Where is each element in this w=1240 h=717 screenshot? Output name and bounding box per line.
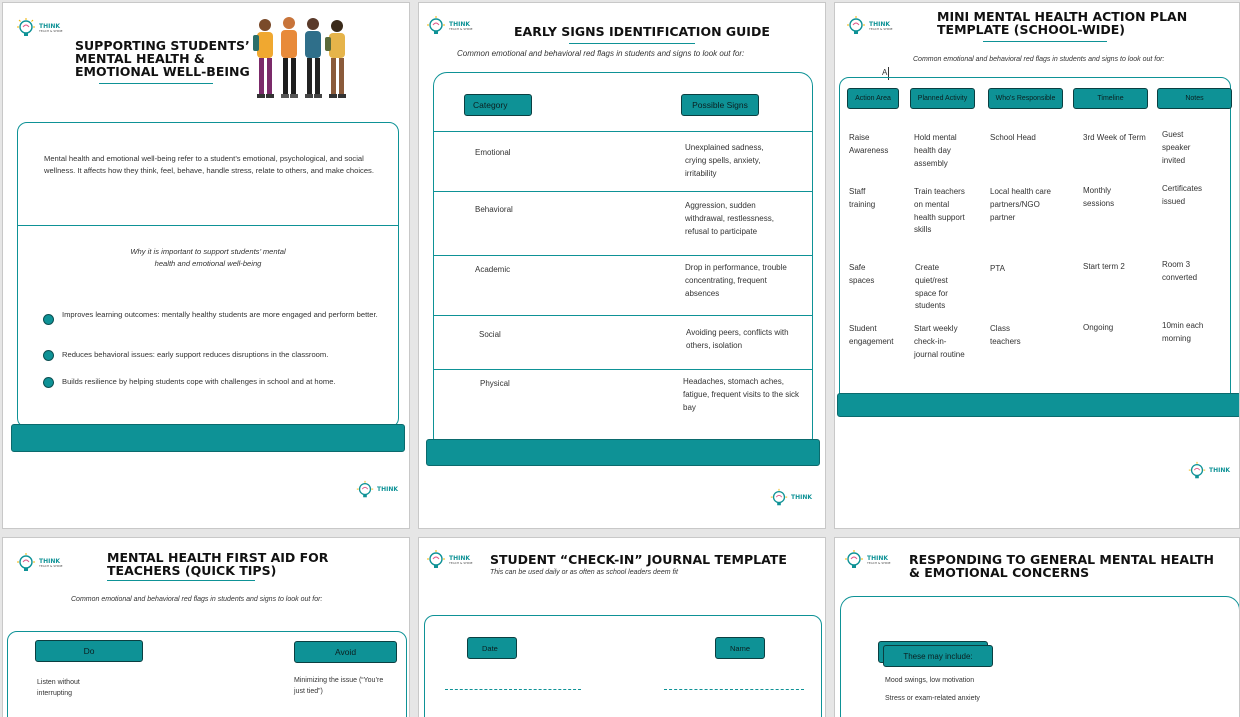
plan-cell: Certificates issued (1162, 184, 1203, 206)
bullet-text: Reduces behavioral issues: early support reduces disruptions in the classroom. (62, 350, 329, 359)
think-logo-footer (769, 488, 812, 508)
think-logo (425, 549, 473, 571)
page-subtitle: Common emotional and behavioral red flags in students and signs to look out for: (913, 56, 1165, 63)
logo-text: THINK (1209, 467, 1231, 474)
bullet-text: Builds resilience by helping students cope with challenges in school and at home. (62, 377, 336, 386)
concern-item: Mood swings, low motivation (885, 677, 975, 684)
page-first-aid[interactable] (2, 537, 410, 717)
plan-cell: Hold mental health day assembly (914, 133, 957, 168)
row-divider (434, 255, 812, 256)
page-title: MINI MENTAL HEALTH ACTION PLAN TEMPLATE (SCHOOL-WIDE) (937, 9, 1188, 38)
page-responding-concerns[interactable] (834, 537, 1240, 717)
row-divider (434, 369, 812, 370)
category-cell: Physical (480, 379, 510, 388)
row-divider (434, 191, 812, 192)
name-input-line[interactable] (664, 689, 804, 690)
date-label: Date (467, 637, 517, 659)
row-divider (434, 131, 812, 132)
bullet-dot (43, 350, 54, 361)
plan-cell: Train teachers on mental health support skills (914, 187, 965, 235)
intro-text: Mental health and emotional well-being refer to a student’s emotional, psychological, and social wellness. It affects how they think, feel, behave, handle stress, relate to others, and make choices. (44, 154, 374, 176)
lightbulb-brain-icon (425, 15, 447, 37)
page-title: EARLY SIGNS IDENTIFICATION GUIDE (514, 24, 770, 39)
think-logo-footer (355, 480, 398, 500)
text-cursor[interactable]: A (882, 67, 889, 80)
lightbulb-brain-icon (769, 488, 789, 508)
lightbulb-brain-icon (425, 549, 447, 571)
plan-cell: Class teachers (990, 324, 1021, 346)
logo-text: THINK TEACH & SHINE (449, 20, 473, 31)
planned-activity-header: Planned Activity (910, 88, 975, 109)
bullet-text: Improves learning outcomes: mentally healthy students are more engaged and perform better. (62, 310, 378, 319)
logo-text: THINK (791, 494, 813, 501)
footer-bar (426, 439, 820, 466)
think-logo (425, 15, 473, 37)
bullet-dot (43, 314, 54, 325)
plan-cell: Raise Awareness (849, 133, 889, 155)
logo-text: THINK TEACH & SHINE (869, 20, 893, 31)
journal-panel (424, 615, 822, 717)
student-3 (305, 18, 322, 98)
plan-cell: Staff training (849, 187, 876, 209)
plan-cell: Start weekly check-in-journal routine (914, 324, 965, 359)
plan-cell: School Head (990, 133, 1036, 142)
plan-cell: Room 3 converted (1162, 260, 1198, 282)
think-logo (845, 15, 893, 37)
page-action-plan[interactable] (834, 2, 1240, 529)
lightbulb-brain-icon (845, 15, 867, 37)
plan-cell: 10min each morning (1162, 321, 1204, 343)
student-2 (281, 17, 298, 98)
plan-cell: 3rd Week of Term (1083, 133, 1146, 142)
name-label: Name (715, 637, 765, 659)
page-title: SUPPORTING STUDENTS’ MENTAL HEALTH & EMOTIONAL WELL-BEING (75, 38, 250, 80)
signs-cell: Aggression, sudden withdrawal, restlessness, refusal to participate (685, 201, 774, 236)
page-title: RESPONDING TO GENERAL MENTAL HEALTH & EMOTIONAL CONCERNS (909, 552, 1214, 581)
action-plan-panel (839, 77, 1231, 417)
logo-text: THINK (377, 486, 399, 493)
student-1 (253, 19, 274, 98)
category-cell: Behavioral (475, 205, 513, 214)
logo-text: THINK TEACH & SHINE (39, 22, 63, 33)
think-logo (15, 552, 63, 574)
logo-text: THINK TEACH & SHINE (449, 554, 473, 565)
these-may-include-tag: These may include: (883, 645, 993, 667)
category-cell: Emotional (475, 148, 511, 157)
page-supporting-students[interactable] (2, 2, 410, 529)
page-subtitle: This can be used daily or as often as school leaders deem fit (490, 569, 678, 576)
think-logo-footer (1187, 461, 1230, 481)
lightbulb-brain-icon (843, 549, 865, 571)
footer-bar (837, 393, 1240, 417)
category-cell: Academic (475, 265, 511, 274)
plan-cell: Student engagement (849, 324, 894, 346)
plan-cell: PTA (990, 264, 1005, 273)
students-illustration (249, 15, 353, 101)
page-subtitle: Common emotional and behavioral red flags in students and signs to look out for: (71, 596, 323, 603)
date-input-line[interactable] (445, 689, 581, 690)
plan-cell: Create quiet/rest space for students (915, 263, 948, 311)
panel-divider (18, 225, 398, 226)
why-heading: Why it is important to support students’ mental health and emotional well-being (130, 247, 286, 269)
category-header: Category (464, 94, 532, 116)
page-subtitle: Common emotional and behavioral red flags in students and signs to look out for: (457, 49, 745, 58)
plan-cell: Start term 2 (1083, 262, 1125, 271)
plan-cell: Safe spaces (849, 263, 875, 285)
lightbulb-brain-icon (15, 17, 37, 39)
logo-text: THINK TEACH & SHINE (867, 554, 891, 565)
notes-header: Notes (1157, 88, 1232, 109)
page-title: MENTAL HEALTH FIRST AID FOR TEACHERS (QUICK TIPS) (107, 550, 329, 579)
title-underline (107, 580, 255, 581)
concern-item: Stress or exam-related anxiety (885, 695, 980, 702)
bullet-dot (43, 377, 54, 388)
category-cell: Social (479, 330, 501, 339)
lightbulb-brain-icon (15, 552, 37, 574)
signs-cell: Avoiding peers, conflicts with others, isolation (686, 328, 789, 350)
possible-signs-header: Possible Signs (681, 94, 759, 116)
signs-cell: Headaches, stomach aches, fatigue, frequent visits to the sick bay (683, 377, 800, 412)
lightbulb-brain-icon (355, 480, 375, 500)
page-title: STUDENT “CHECK-IN” JOURNAL TEMPLATE (490, 552, 787, 567)
title-underline (99, 83, 213, 84)
signs-cell: Drop in performance, trouble concentrating, frequent absences (685, 263, 787, 298)
think-logo (15, 17, 63, 39)
student-4 (325, 20, 346, 98)
row-divider (434, 315, 812, 316)
do-item: Listen without interrupting (37, 679, 80, 698)
page-check-in-journal[interactable] (418, 537, 826, 717)
do-header: Do (35, 640, 143, 662)
avoid-item: Minimizing the issue (“You’re just tied”) (294, 677, 384, 696)
signs-cell: Unexplained sadness, crying spells, anxiety, irritability (685, 143, 764, 178)
page-early-signs[interactable] (418, 2, 826, 529)
timeline-header: Timeline (1073, 88, 1148, 109)
title-underline (983, 41, 1107, 42)
logo-text: THINK TEACH & SHINE (39, 557, 63, 568)
plan-cell: Local health care partners/NGO partner (990, 187, 1051, 222)
plan-cell: Ongoing (1083, 323, 1114, 332)
think-logo (843, 549, 891, 571)
plan-cell: Guest speaker invited (1162, 130, 1191, 165)
title-underline (569, 43, 695, 44)
whos-responsible-header: Who's Responsible (988, 88, 1063, 109)
footer-bar (11, 424, 405, 452)
plan-cell: Monthly sessions (1083, 186, 1115, 208)
action-area-header: Action Area (847, 88, 899, 109)
avoid-header: Avoid (294, 641, 397, 663)
lightbulb-brain-icon (1187, 461, 1207, 481)
